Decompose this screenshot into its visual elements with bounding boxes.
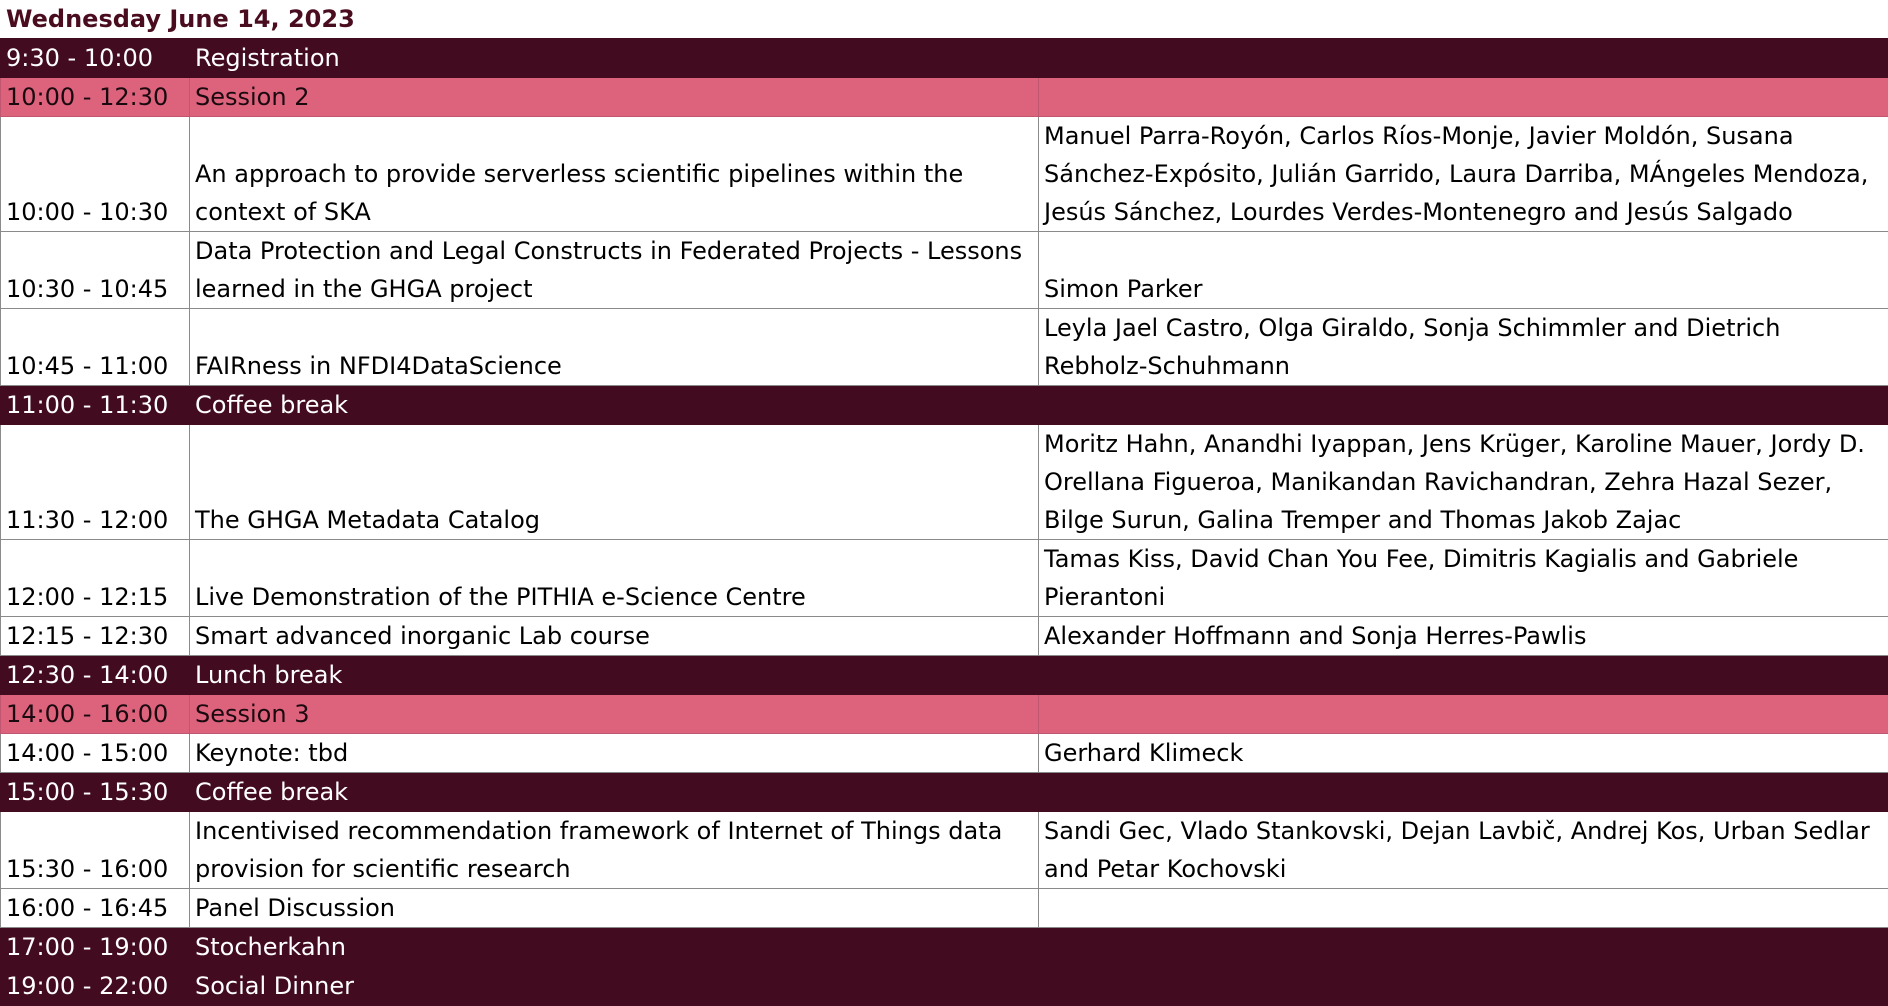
- schedule-row: [1, 540, 1888, 617]
- authors-cell: Gerhard Klimeck: [1039, 734, 1888, 773]
- time-cell: 11:30 - 12:00: [1, 425, 190, 540]
- schedule-row: [1, 695, 1888, 734]
- authors-cell: [1039, 695, 1888, 734]
- title-cell: Stocherkahn: [190, 928, 1039, 967]
- authors-cell: [1039, 656, 1888, 695]
- title-cell: Coffee break: [190, 773, 1039, 812]
- schedule-row: [1, 39, 1888, 78]
- title-cell: Smart advanced inorganic Lab course: [190, 617, 1039, 656]
- schedule-row: [1, 425, 1888, 540]
- time-cell: 12:00 - 12:15: [1, 540, 190, 617]
- schedule-row: [1, 734, 1888, 773]
- schedule-row: [1, 117, 1888, 232]
- time-cell: 19:00 - 22:00: [1, 967, 190, 1006]
- title-cell: Session 2: [190, 78, 1039, 117]
- time-cell: 12:30 - 14:00: [1, 656, 190, 695]
- schedule-row: [1, 967, 1888, 1006]
- schedule-row: [1, 617, 1888, 656]
- authors-cell: Manuel Parra-Royón, Carlos Ríos-Monje, Javier Moldón, Susana Sánchez-Expósito, Julián Garrido, Laura Darriba, MÁngeles Mendoza, Jesús Sánchez, Lourdes Verdes-Montenegro and Jesús Salgado: [1039, 117, 1888, 232]
- time-cell: 10:45 - 11:00: [1, 309, 190, 386]
- title-cell: Lunch break: [190, 656, 1039, 695]
- authors-cell: Alexander Hoffmann and Sonja Herres-Pawlis: [1039, 617, 1888, 656]
- schedule-row: [1, 889, 1888, 928]
- title-cell: The GHGA Metadata Catalog: [190, 425, 1039, 540]
- title-cell: Coffee break: [190, 386, 1039, 425]
- authors-cell: [1039, 39, 1888, 78]
- title-cell: FAIRness in NFDI4DataScience: [190, 309, 1039, 386]
- schedule-row: [1, 309, 1888, 386]
- authors-cell: [1039, 773, 1888, 812]
- time-cell: 9:30 - 10:00: [1, 39, 190, 78]
- title-cell: Incentivised recommendation framework of Internet of Things data provision for scientific research: [190, 812, 1039, 889]
- title-cell: Panel Discussion: [190, 889, 1039, 928]
- time-cell: 17:00 - 19:00: [1, 928, 190, 967]
- time-cell: 10:00 - 12:30: [1, 78, 190, 117]
- authors-cell: [1039, 928, 1888, 967]
- title-cell: Registration: [190, 39, 1039, 78]
- time-cell: 10:00 - 10:30: [1, 117, 190, 232]
- authors-cell: [1039, 889, 1888, 928]
- title-cell: Keynote: tbd: [190, 734, 1039, 773]
- authors-cell: [1039, 78, 1888, 117]
- schedule-table: [0, 38, 1888, 1006]
- authors-cell: Moritz Hahn, Anandhi Iyappan, Jens Krüger, Karoline Mauer, Jordy D. Orellana Figueroa, Manikandan Ravichandran, Zehra Hazal Sezer, Bilge Surun, Galina Tremper and Thomas Jakob Zajac: [1039, 425, 1888, 540]
- time-cell: 14:00 - 16:00: [1, 695, 190, 734]
- title-cell: Data Protection and Legal Constructs in Federated Projects - Lessons learned in the GHGA project: [190, 232, 1039, 309]
- title-cell: Live Demonstration of the PITHIA e-Science Centre: [190, 540, 1039, 617]
- authors-cell: [1039, 386, 1888, 425]
- schedule-row: [1, 928, 1888, 967]
- time-cell: 15:30 - 16:00: [1, 812, 190, 889]
- time-cell: 14:00 - 15:00: [1, 734, 190, 773]
- schedule-row: [1, 656, 1888, 695]
- schedule-body: [1, 39, 1888, 1006]
- time-cell: 12:15 - 12:30: [1, 617, 190, 656]
- time-cell: 15:00 - 15:30: [1, 773, 190, 812]
- schedule-row: [1, 812, 1888, 889]
- authors-cell: Simon Parker: [1039, 232, 1888, 309]
- time-cell: 10:30 - 10:45: [1, 232, 190, 309]
- authors-cell: Sandi Gec, Vlado Stankovski, Dejan Lavbič, Andrej Kos, Urban Sedlar and Petar Kochovski: [1039, 812, 1888, 889]
- schedule-row: [1, 773, 1888, 812]
- time-cell: 11:00 - 11:30: [1, 386, 190, 425]
- authors-cell: Tamas Kiss, David Chan You Fee, Dimitris Kagialis and Gabriele Pierantoni: [1039, 540, 1888, 617]
- time-cell: 16:00 - 16:45: [1, 889, 190, 928]
- title-cell: Session 3: [190, 695, 1039, 734]
- page-title: Wednesday June 14, 2023: [0, 0, 1888, 38]
- schedule-row: [1, 78, 1888, 117]
- title-cell: Social Dinner: [190, 967, 1039, 1006]
- schedule-row: [1, 386, 1888, 425]
- authors-cell: Leyla Jael Castro, Olga Giraldo, Sonja Schimmler and Dietrich Rebholz-Schuhmann: [1039, 309, 1888, 386]
- title-cell: An approach to provide serverless scientific pipelines within the context of SKA: [190, 117, 1039, 232]
- schedule-row: [1, 232, 1888, 309]
- authors-cell: [1039, 967, 1888, 1006]
